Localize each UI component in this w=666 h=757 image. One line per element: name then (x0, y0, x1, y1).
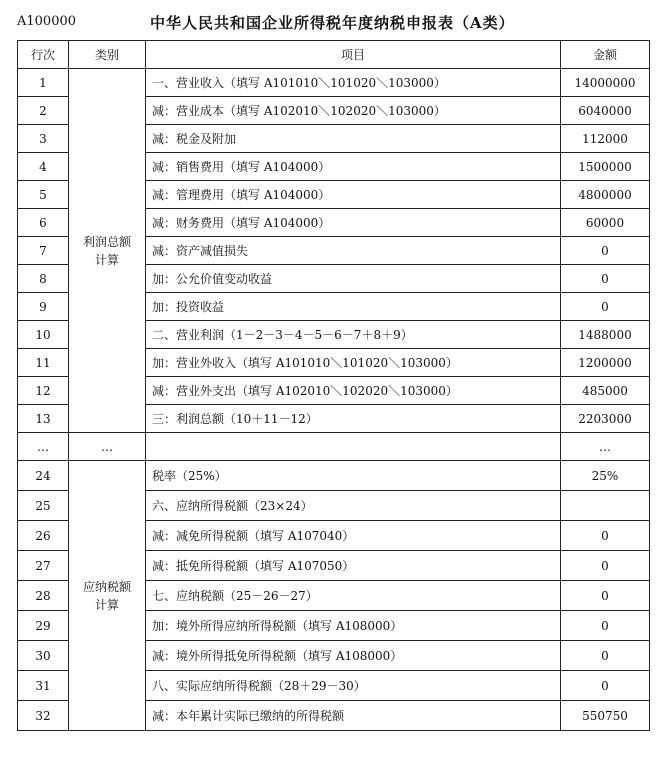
row-no: 27 (18, 551, 69, 581)
row-no: 12 (18, 377, 69, 405)
row-item: 一、营业收入（填写 A101010＼101020＼103000） (146, 69, 561, 97)
row-amount: 0 (561, 265, 650, 293)
row-amount: 0 (561, 293, 650, 321)
row-no: 28 (18, 581, 69, 611)
row-amount: 14000000 (561, 69, 650, 97)
category-label-line1: 应纳税额 (82, 579, 131, 594)
row-no: 4 (18, 153, 69, 181)
row-no: 9 (18, 293, 69, 321)
table-header-row (18, 41, 650, 69)
table-row (18, 69, 650, 97)
row-item: 减：管理费用（填写 A104000） (146, 181, 561, 209)
row-no: 2 (18, 97, 69, 125)
row-item: 减：境外所得抵免所得税额（填写 A108000） (146, 641, 561, 671)
row-item: 减：减免所得税额（填写 A107040） (146, 521, 561, 551)
category-cell (69, 69, 146, 433)
row-no: 13 (18, 405, 69, 433)
row-item: 减：本年累计实际已缴纳的所得税额 (146, 701, 561, 731)
row-no: 11 (18, 349, 69, 377)
row-no: 31 (18, 671, 69, 701)
row-item: 减：销售费用（填写 A104000） (146, 153, 561, 181)
row-no: 1 (18, 69, 69, 97)
row-no: 5 (18, 181, 69, 209)
row-amount: … (561, 433, 650, 461)
row-item: 六、应纳所得税额（23×24） (146, 491, 561, 521)
row-no: 25 (18, 491, 69, 521)
row-amount: 0 (561, 581, 650, 611)
row-amount: 0 (561, 611, 650, 641)
row-no: … (18, 433, 69, 461)
form-title: 中华人民共和国企业所得税年度纳税申报表（A类） (150, 14, 515, 32)
row-item: 加：营业外收入（填写 A101010＼101020＼103000） (146, 349, 561, 377)
row-amount: 4800000 (561, 181, 650, 209)
row-amount: 6040000 (561, 97, 650, 125)
row-amount: 1488000 (561, 321, 650, 349)
category-label-line1: 利润总额 (82, 234, 131, 249)
row-amount: 0 (561, 521, 650, 551)
row-amount: 550750 (561, 701, 650, 731)
row-amount: 1200000 (561, 349, 650, 377)
row-no: 32 (18, 701, 69, 731)
row-item: 二、营业利润（1－2－3－4－5－6－7＋8＋9） (146, 321, 561, 349)
row-item: 税率（25%） (146, 461, 561, 491)
row-amount: 60000 (561, 209, 650, 237)
row-amount: 1500000 (561, 153, 650, 181)
header-category: 类别 (69, 41, 146, 69)
tax-return-table (17, 40, 650, 731)
row-amount: 0 (561, 237, 650, 265)
row-amount (561, 491, 650, 521)
row-amount: 0 (561, 641, 650, 671)
row-no: 8 (18, 265, 69, 293)
row-item: 加：公允价值变动收益 (146, 265, 561, 293)
row-item: 减：财务费用（填写 A104000） (146, 209, 561, 237)
row-no: 7 (18, 237, 69, 265)
row-item: 减：营业外支出（填写 A102010＼102020＼103000） (146, 377, 561, 405)
row-no: 6 (18, 209, 69, 237)
row-no: 29 (18, 611, 69, 641)
form-code: A100000 (17, 14, 77, 29)
row-amount: 0 (561, 551, 650, 581)
row-item: 三：利润总额（10＋11－12） (146, 405, 561, 433)
ellipsis-section (18, 433, 650, 461)
row-no: 26 (18, 521, 69, 551)
row-item: 八、实际应纳所得税额（28＋29－30） (146, 671, 561, 701)
tax-section (18, 461, 650, 731)
table-row (18, 461, 650, 491)
category-ellipsis: … (69, 433, 146, 461)
row-item: 加：境外所得应纳所得税额（填写 A108000） (146, 611, 561, 641)
header-item: 项目 (146, 41, 561, 69)
row-no: 10 (18, 321, 69, 349)
row-item: 减：税金及附加 (146, 125, 561, 153)
row-item: 减：抵免所得税额（填写 A107050） (146, 551, 561, 581)
row-amount: 112000 (561, 125, 650, 153)
table-row (18, 433, 650, 461)
row-amount: 25% (561, 461, 650, 491)
row-amount: 2203000 (561, 405, 650, 433)
row-no: 24 (18, 461, 69, 491)
row-item: 减：资产减值损失 (146, 237, 561, 265)
category-label-line2: 计算 (94, 597, 119, 612)
row-no: 3 (18, 125, 69, 153)
header-row-no: 行次 (18, 41, 69, 69)
row-amount: 0 (561, 671, 650, 701)
row-item: 七、应纳税额（25－26－27） (146, 581, 561, 611)
profit-section (18, 69, 650, 433)
row-item: 减：营业成本（填写 A102010＼102020＼103000） (146, 97, 561, 125)
row-no: 30 (18, 641, 69, 671)
category-label-line2: 计算 (94, 252, 119, 267)
row-item (146, 433, 561, 461)
row-item: 加：投资收益 (146, 293, 561, 321)
row-amount: 485000 (561, 377, 650, 405)
category-cell (69, 461, 146, 731)
header-amount: 金额 (561, 41, 650, 69)
